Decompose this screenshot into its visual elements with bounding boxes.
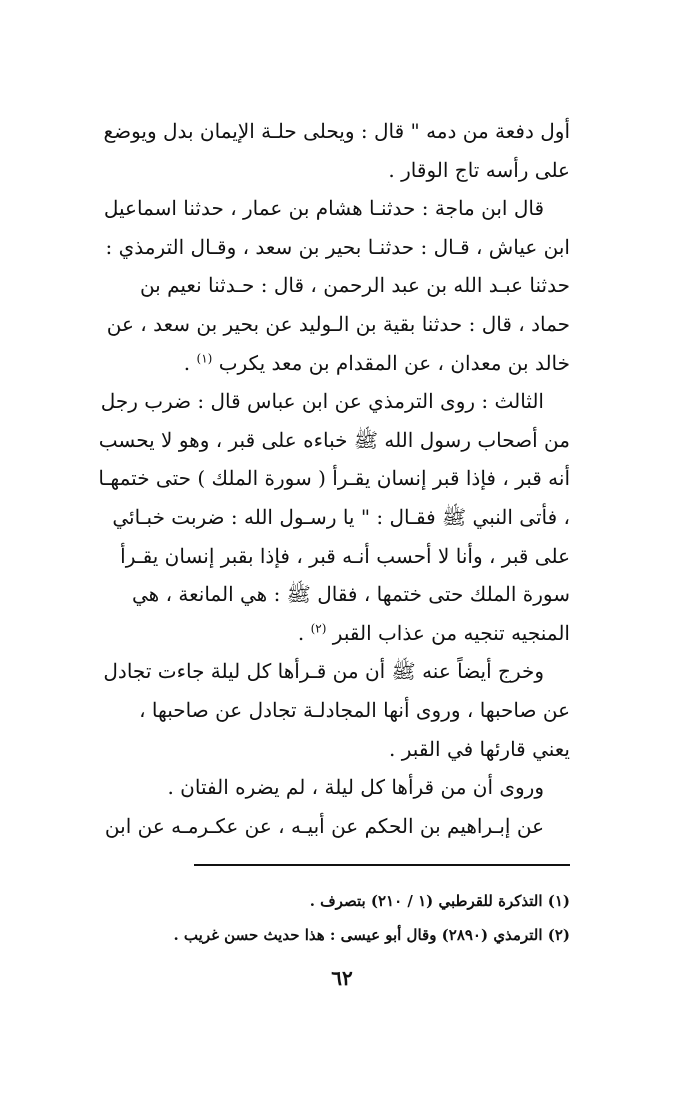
paragraph-3 [96,382,570,652]
paragraph-2 [96,189,570,382]
paragraph-4 [96,652,570,768]
paragraph-4-text: وخرج أيضاً عنه ﷺ أن من قـرأها كل ليلة جاءت تجادل عن صاحبها ، وروى أنها المجادلـة تجادل عن صاحبها ، يعني قارئها في القبر . [103,659,570,761]
paragraph-3-text: الثالث : روى الترمذي عن ابن عباس قال : ضرب رجل من أصحاب رسول الله ﷺ خباءه على قبر ، وهو لا يحسب أنه قبر ، فإذا قبر إنسان يقـرأ ( سورة الملك ) حتى ختمهـا ، فأتى النبي ﷺ فقـال : " يا رسـول الله : ضربت خبـائي على قبر ، وأنا لا أحسب أنـه قبر ، فإذا بقبر إنسان يقـرأ سورة الملك حتى ختمها ، فقال ﷺ : هي المانعة ، هي المنجيه تنجيه من عذاب القبر [98,389,570,645]
paragraph-2-text: قال ابن ماجة : حدثنـا هشام بن عمار ، حدثنا اسماعيل ابن عياش ، قـال : حدثنـا بحير بن سعد ، وقـال الترمذي : حدثنا عبـد الله بن عبد الرحمن ، قال : حـدثنا نعيم بن حماد ، قال : حدثنا بقية بن الـوليد عن بحير بن سعد ، عن خالد بن معدان ، عن المقدام بن معد يكرب [103,196,570,375]
paragraph-5 [96,768,570,807]
footnote-ref-1: (١) [196,350,213,365]
main-text [96,112,570,845]
paragraph-1-text: أول دفعة من دمه " قال : ويحلى حلـة الإيمان بدل ويوضع على رأسه تاج الوقار . [103,119,570,182]
paragraph-6-text: عن إبـراهيم بن الحكم عن أبيـه ، عن عكـرمـه عن ابن [104,813,544,838]
paragraph-2-end: . [183,350,197,375]
paragraph-1 [96,112,570,189]
footnote-2: (٢) الترمذي (٢٨٩٠) وقال أبو عيسى : هذا حديث حسن غريب . [173,926,570,944]
paragraph-6 [96,807,570,846]
paragraph-5-text: وروى أن من قرأها كل ليلة ، لم يضره الفتان . [167,775,544,800]
footnote-1: (١) التذكرة للقرطبي (١ / ٢١٠) بتصرف . [309,892,570,910]
footnote-divider [194,864,570,866]
paragraph-3-end: . [297,620,311,645]
footnotes [96,884,570,952]
footnote-ref-2: (٢) [310,621,327,636]
page-number: ٦٢ [331,966,353,990]
